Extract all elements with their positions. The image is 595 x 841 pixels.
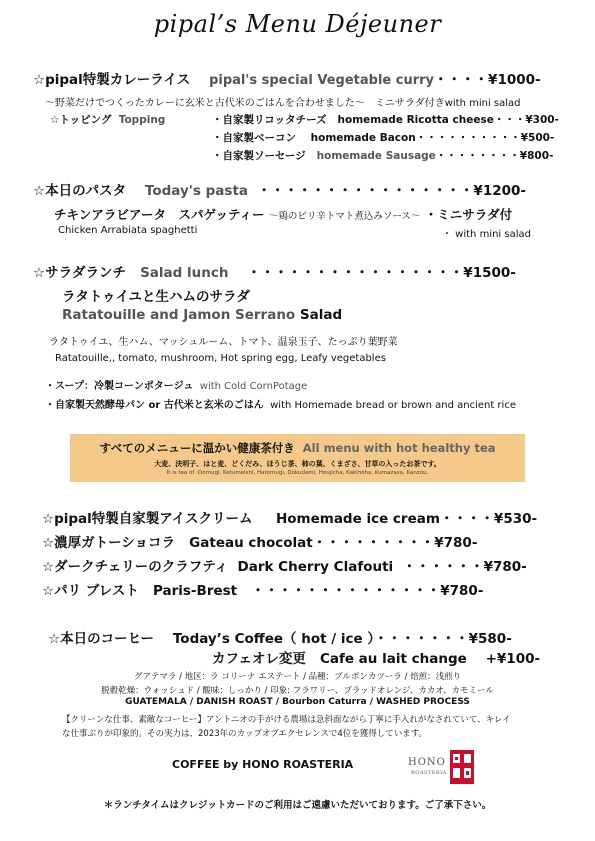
bread-line bbox=[45, 396, 516, 411]
topping-item bbox=[212, 130, 554, 145]
dessert-price: ・・・・・・¥780- bbox=[402, 559, 527, 575]
dessert-item bbox=[42, 555, 527, 575]
latte-price: +¥100- bbox=[485, 651, 541, 667]
dessert-name-jp: ☆パリ ブレスト bbox=[42, 583, 139, 599]
topping-label-jp: ☆トッピング bbox=[50, 114, 112, 126]
dessert-price: ・・・・・・・・・・・・・・¥780- bbox=[251, 583, 484, 599]
roaster-logo-text: HONO bbox=[408, 757, 446, 768]
topping-name-jp: ・自家製リコッタチーズ bbox=[212, 114, 327, 126]
dessert-name-en: Homemade ice cream bbox=[275, 511, 440, 527]
soup-en: with Cold CornPotage bbox=[199, 381, 308, 392]
dessert-name-jp: ☆濃厚ガトーショコラ bbox=[42, 535, 176, 551]
topping-heading bbox=[50, 112, 165, 127]
coffee-price: ・・・・・・・¥580- bbox=[374, 631, 512, 647]
topping-item bbox=[212, 112, 559, 127]
latte-en: Cafe au lait change bbox=[319, 651, 467, 667]
pasta-name-en: Today's pasta bbox=[144, 183, 249, 199]
dessert-name-en: Dark Cherry Clafouti bbox=[237, 559, 394, 575]
curry-name-jp: ☆pipal特製カレーライス bbox=[33, 72, 191, 88]
pasta-dish bbox=[54, 205, 512, 223]
curry-name-en: pipal's special Vegetable curry bbox=[209, 73, 435, 88]
roaster-logo-sub: ROASTERIA bbox=[411, 770, 447, 776]
tea-main-jp: すべてのメニューに温かい健康茶付き bbox=[99, 441, 295, 455]
coffee-english-line: GUATEMALA / DANISH ROAST / Bourbon Caturra / WASHED PROCESS bbox=[125, 697, 470, 707]
coffee-description: 【クリーンな仕事、素敵なコーヒー】アントニオの手がける農場は急斜面ながら丁寧に手入れがなされていて、キレイ bbox=[62, 715, 511, 725]
salad-name-jp: ☆サラダランチ bbox=[33, 265, 126, 281]
roaster-credit: COFFEE by HONO ROASTERIA bbox=[172, 758, 354, 771]
salad-price: ・・・・・・・・・・・・・・・・¥1500- bbox=[247, 265, 516, 281]
topping-price: ・・・・・・・・¥800- bbox=[435, 150, 554, 162]
dessert-item bbox=[42, 531, 477, 551]
latte-jp: カフェオレ変更 bbox=[212, 651, 306, 667]
salad-dish-jp: ラタトゥイユと生ハムのサラダ bbox=[62, 289, 250, 305]
pasta-heading bbox=[33, 179, 526, 199]
coffee-heading bbox=[48, 627, 512, 647]
curry-price: ・・・・¥1000- bbox=[434, 72, 541, 88]
pasta-salad-en: ・ with mini salad bbox=[442, 229, 531, 240]
salad-dish-en-main: Ratatouille and Jamon Serrano bbox=[62, 307, 296, 323]
coffee-description-cont: な仕事ぶりが印象的。その実力は、2023年のカップオブエクセレンスで4位を獲得しています。 bbox=[62, 729, 428, 739]
dessert-item bbox=[42, 579, 483, 599]
topping-item bbox=[212, 148, 553, 163]
topping-label-en: Topping bbox=[118, 114, 166, 126]
bread-en: with Homemade bread or brown and ancient rice bbox=[270, 400, 516, 411]
dessert-name-en: Gateau chocolat bbox=[189, 535, 313, 551]
tea-main-en: All menu with hot healthy tea bbox=[302, 441, 496, 455]
topping-name-en: homemade Bacon bbox=[310, 132, 416, 144]
topping-name-en: homemade Sausage bbox=[316, 150, 436, 162]
curry-description: ～野菜だけでつくったカレーに玄米と古代米のごはんを合わせました～ ミニサラダ付きwith mini salad bbox=[45, 98, 521, 109]
dessert-price: ・・・・・・・・・¥780- bbox=[312, 535, 478, 551]
pasta-name-jp: ☆本日のパスタ bbox=[33, 183, 127, 199]
pasta-dish-en: Chicken Arrabiata spaghetti bbox=[58, 225, 198, 236]
coffee-name-en: Today’s Coffee（ hot / ice ） bbox=[172, 631, 375, 647]
tea-sub-jp: 大麦、決明子、はと麦、どくだみ、ほうじ茶、柿の葉、くまざさ、甘草の入ったお茶です。 bbox=[154, 460, 441, 468]
salad-dish-en-word: Salad bbox=[299, 307, 343, 323]
pasta-salad-jp: ・ミニサラダ付 bbox=[424, 207, 513, 222]
coffee-name-jp: ☆本日のコーヒー bbox=[48, 631, 155, 647]
dessert-name-en: Paris-Brest bbox=[152, 583, 238, 599]
dessert-item bbox=[42, 507, 537, 527]
bread-jp: ・自家製天然酵母パン or 古代米と玄米のごはん bbox=[45, 400, 264, 411]
salad-dish-en bbox=[62, 307, 342, 323]
soup-jp: ・スープ：冷製コーンポタージュ bbox=[45, 381, 194, 392]
pasta-dish-note: ～鶏のピリ辛トマト煮込みソース～ bbox=[268, 211, 421, 222]
salad-ingredients-en: Ratatouille,, tomato, mushroom, Hot spring egg, Leafy vegetables bbox=[55, 353, 386, 364]
dessert-price: ・・・・¥530- bbox=[439, 511, 538, 527]
roaster-logo-icon bbox=[450, 750, 474, 784]
tea-main-line bbox=[70, 440, 525, 456]
topping-price: ・・・・・・・・・・¥500- bbox=[415, 132, 555, 144]
topping-name-jp: ・自家製ソーセージ bbox=[212, 150, 306, 162]
topping-name-en: homemade Ricotta cheese bbox=[337, 114, 494, 126]
pasta-price: ・・・・・・・・・・・・・・・・¥1200- bbox=[257, 183, 526, 199]
coffee-profile-line: 脱穀乾燥：ウォッシュド / 酸味：しっかり / 印象: フラワリー、ブラッドオレンジ、カカオ、カモミール bbox=[101, 686, 494, 696]
soup-line bbox=[45, 377, 307, 392]
tea-sub-en: It is tea of :Oomugi, Ketumeishi, Hatomugi, Dokudami, Houjicha, Kakinoha, Kumazasa, Kanzou. bbox=[166, 470, 429, 476]
salad-name-en: Salad lunch bbox=[140, 265, 229, 281]
tea-banner bbox=[70, 434, 525, 482]
latte-line bbox=[212, 647, 540, 667]
menu-title: pipal’s Menu Déjeuner bbox=[153, 10, 442, 38]
topping-name-jp: ・自家製ベーコン bbox=[212, 132, 296, 144]
topping-price: ・・・¥300- bbox=[493, 114, 559, 126]
salad-ingredients-jp: ラタトゥイユ、生ハム、マッシュルーム、トマト、温泉玉子、たっぷり葉野菜 bbox=[49, 337, 398, 348]
salad-heading bbox=[33, 261, 516, 281]
pasta-dish-jp: チキンアラビアータ スパゲッティー bbox=[54, 207, 265, 222]
dessert-name-jp: ☆pipal特製自家製アイスクリーム bbox=[42, 511, 253, 527]
curry-heading bbox=[33, 68, 541, 88]
dessert-name-jp: ☆ダークチェリーのクラフティ bbox=[42, 559, 229, 575]
coffee-origin-line: グアテマラ / 地区：ラ コリーナ エステート / 品種：ブルボンカツーラ / 焙煎：浅煎り bbox=[133, 672, 462, 682]
footer-note: ＊ランチタイムはクレジットカードのご利用はご遠慮いただいております。ご了承下さい。 bbox=[103, 800, 492, 811]
